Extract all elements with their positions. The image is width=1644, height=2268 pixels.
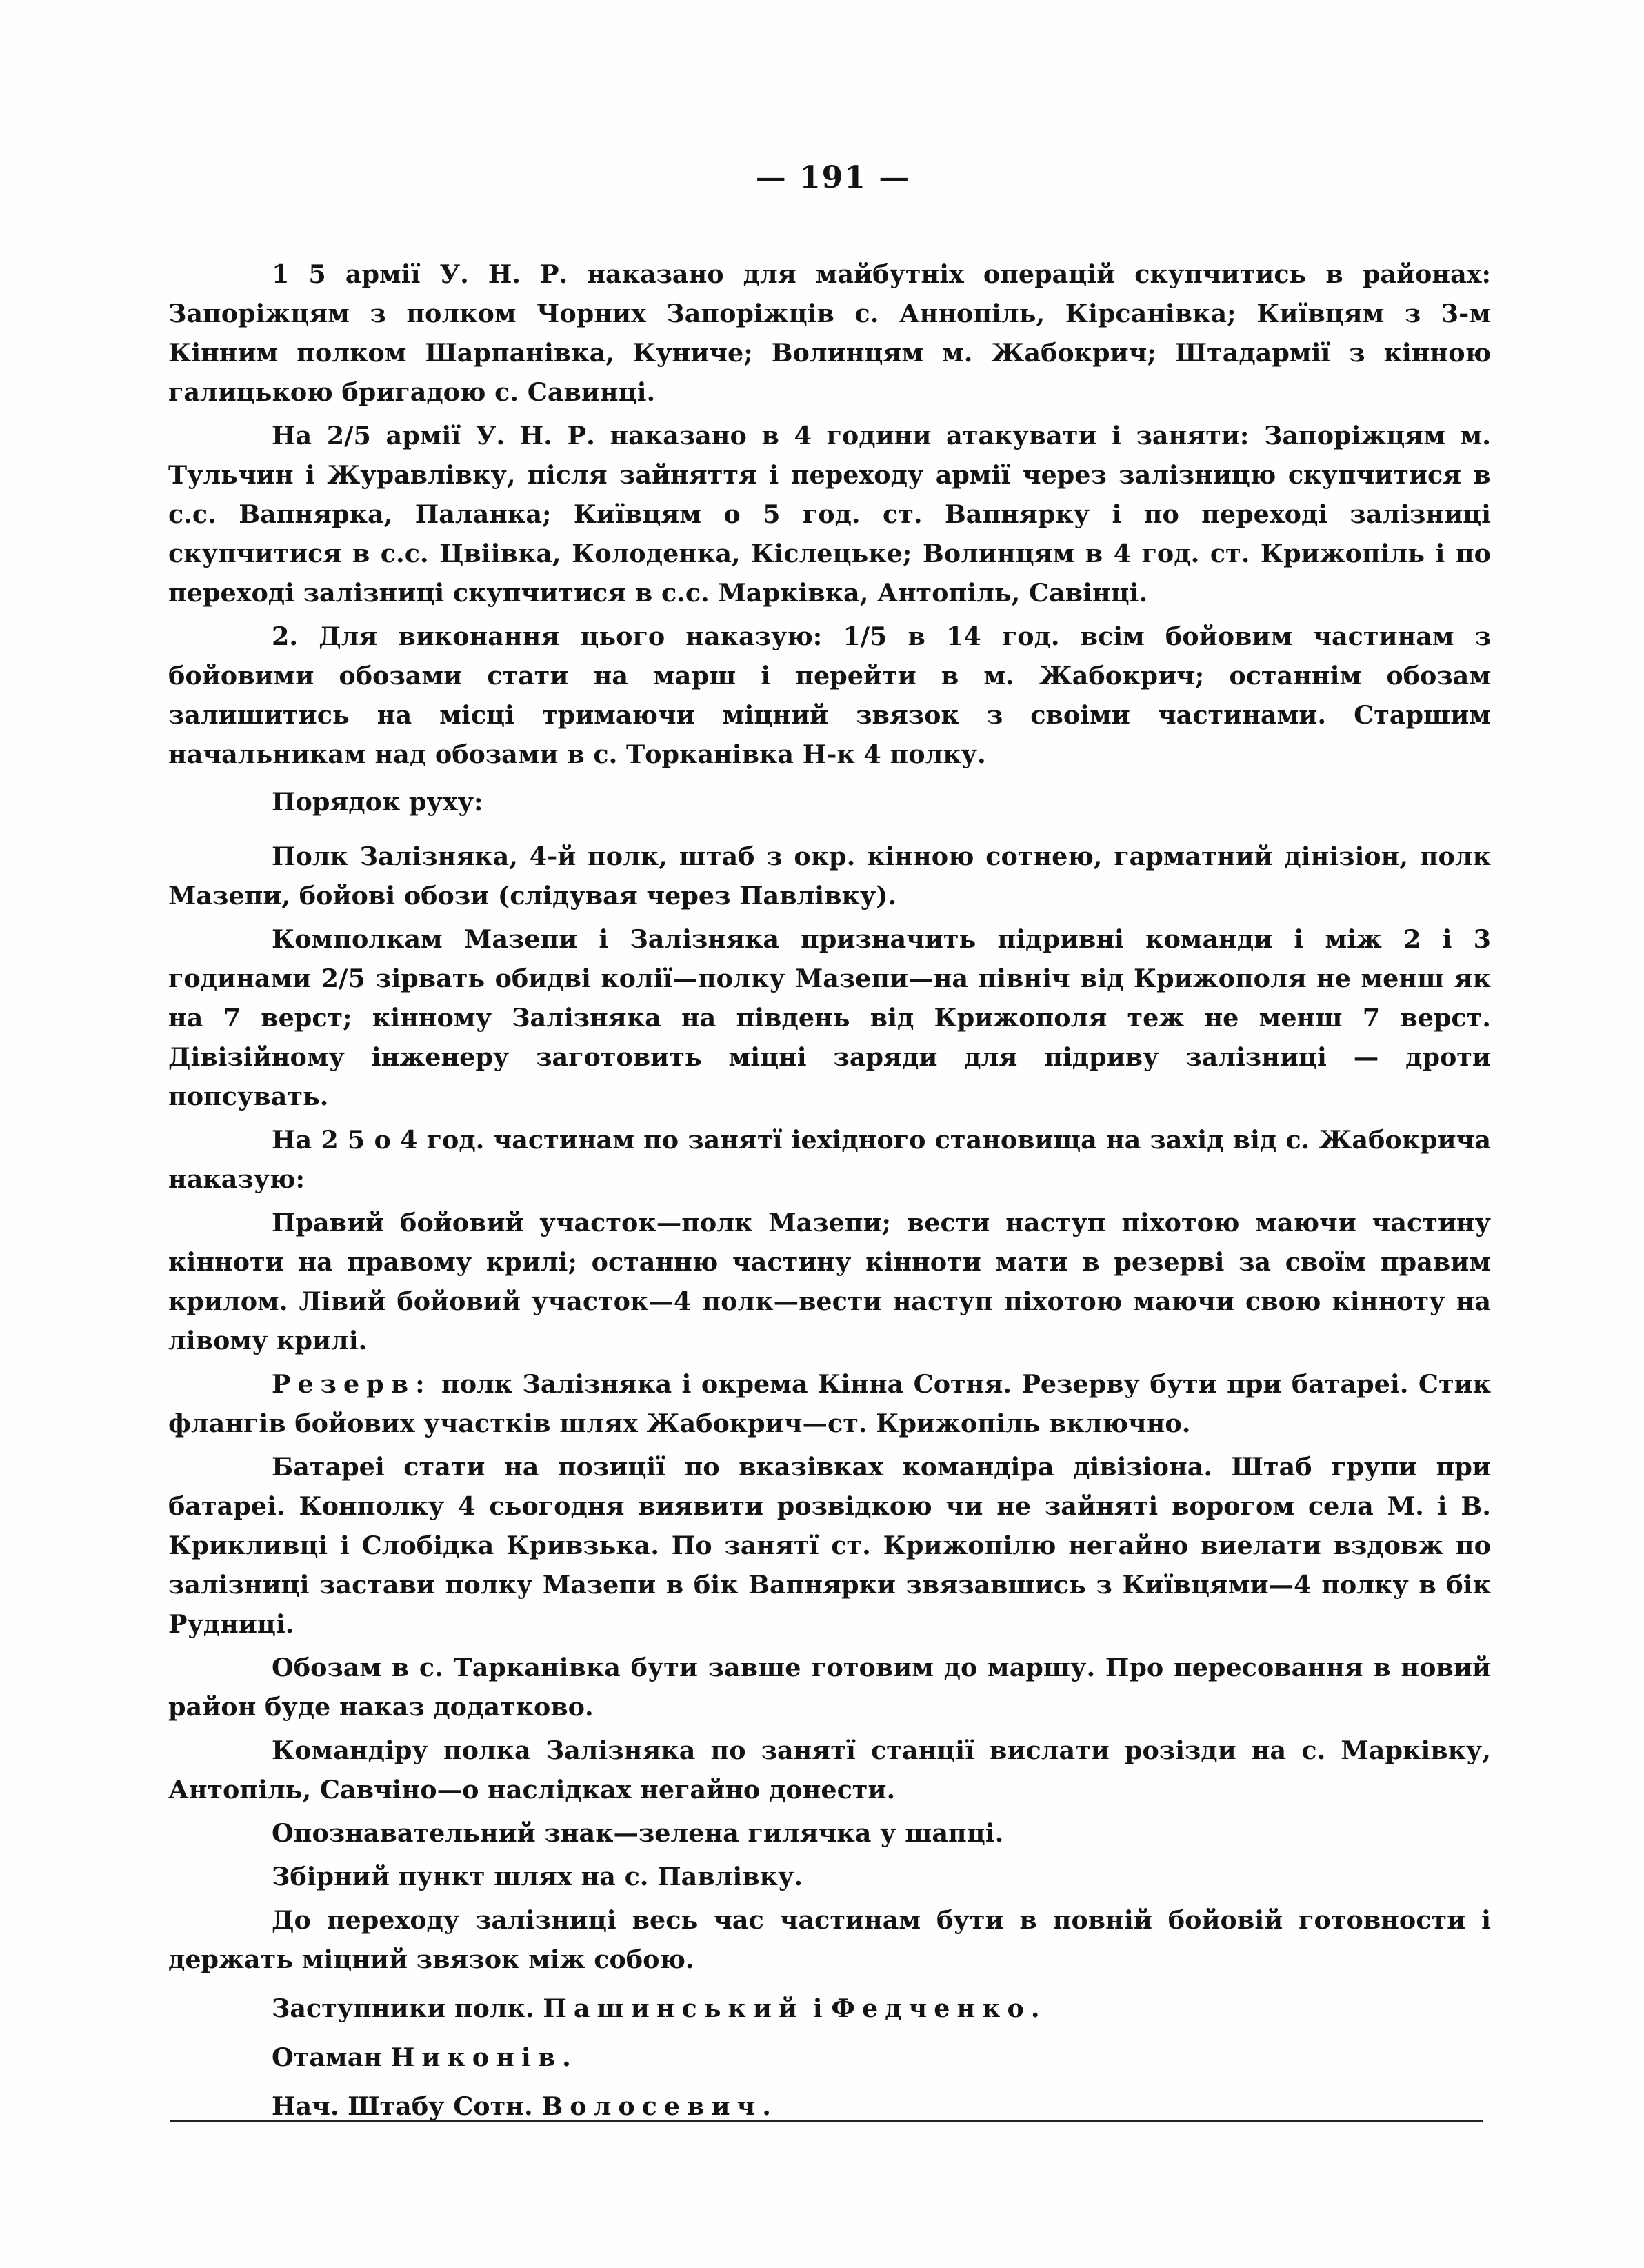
- paragraph: Командіру полка Залізняка по занятї станції вислати розізди на с. Марківку, Антопіль, Савчіно—о наслідках негайно донести.: [168, 1735, 1491, 1804]
- paragraph: Обозам в с. Тарканівка бути завше готовим до маршу. Про пересовання в новий район буде наказ додатково.: [168, 1653, 1491, 1722]
- signature-line-deputies: [168, 1989, 1491, 2028]
- paragraph: Батареі стати на позиції по вказівках командіра дівізіона. Штаб групи при батареі. Конполку 4 сьогодня виявити розвідкою чи не зайняті ворогом села М. і В. Крикливці і Слобідка Кривзька. По занятї ст. Крижопілю негайно виелати вздовж по залізниці застави полку Мазепи в бік Вапнярки звязавшись з Київцями—4 полку в бік Рудниці.: [168, 1452, 1491, 1639]
- paragraph: На 2 5 о 4 год. частинам по занятї іехідного становища на захід від с. Жабокрича наказую:: [168, 1125, 1491, 1194]
- signature-name: Пашинський: [543, 1993, 805, 2023]
- signature-suffix: .: [762, 2091, 771, 2121]
- signature-line-otaman: [168, 2038, 1491, 2077]
- paragraph: 1 5 армії У. Н. Р. наказано для майбутніх операцій скупчитись в районах: Запоріжцям з полком Чорних Запоріжців с. Аннопіль, Кірсанівка; Київцям з 3-м Кінним полком Шарпанівка, Куниче; Волинцям м. Жабокрич; Штадармії з кінною галицькою бригадою с. Савинці.: [168, 259, 1491, 407]
- signature-suffix: .: [562, 2042, 571, 2072]
- paragraph: Опознавательний знак—зелена гилячка у шапці.: [272, 1818, 1004, 1848]
- paragraph: Збірний пункт шлях на с. Павлівку.: [272, 1862, 803, 1891]
- paragraph: Полк Залізняка, 4-й полк, штаб з окр. кінною сотнею, гарматний дінізіон, полк Мазепи, бойові обози (слідувая через Павлівку).: [168, 842, 1491, 911]
- order-heading: Порядок руху:: [272, 787, 483, 817]
- paragraph: Правий бойовий участок—полк Мазепи; вести наступ піхотою маючи частину кінноти на правому крилі; останню частину кінноти мати в резерві за своїм правим крилом. Лівий бойовий участок—4 полк—вести наступ піхотою маючи свою кінноту на лівому крилі.: [168, 1208, 1491, 1355]
- reserve-paragraph: [168, 1364, 1491, 1443]
- paragraph: До переходу залізниці весь час частинам бути в повній бойовій готовности і держать міцний звязок між собою.: [168, 1905, 1491, 1974]
- signature-suffix: .: [1030, 1993, 1040, 2023]
- paragraph: На 2/5 армії У. Н. Р. наказано в 4 години атакувати і заняти: Запоріжцям м. Тульчин і Журавлівку, після зайняття і переходу армії через залізницю скупчитися в с.с. Вапнярка, Паланка; Київцям о 5 год. ст. Вапнярку і по переході залізниці скупчитися в с.с. Цвіівка, Колоденка, Кіслецьке; Волинцям в 4 год. ст. Крижопіль і по переході залізниці скупчитися в с.с. Марківка, Антопіль, Савінці.: [168, 421, 1491, 608]
- signature-name: Волосевич: [541, 2091, 763, 2121]
- page-number: — 191 —: [755, 160, 911, 195]
- paragraph: 2. Для виконання цього наказую: 1/5 в 14 год. всім бойовим частинам з бойовими обозами стати на марш і перейти в м. Жабокрич; останнім обозам залишитись на місці тримаючи міцний звязок з своіми частинами. Старшим начальникам над обозами в с. Торканівка Н-к 4 полку.: [168, 621, 1491, 769]
- document-body: [168, 255, 1491, 2126]
- footer-rule: [170, 2120, 1483, 2122]
- signature-prefix: Заступники полк.: [272, 1993, 543, 2023]
- signature-name: Федченко: [831, 1993, 1031, 2023]
- paragraph: Комполкам Мазепи і Залізняка призначить підривні команди і між 2 і 3 годинами 2/5 зірвать обидві колії—полку Мазепи—на північ від Крижополя не менш як на 7 верст; кінному Залізняка на південь від Крижополя теж не менш 7 верст. Дівізійному інженеру заготовить міцні заряди для підриву залізниці — дроти попсувать.: [168, 924, 1491, 1111]
- signature-prefix: Нач. Штабу Сотн.: [272, 2091, 542, 2121]
- signature-conjunction: і: [804, 1993, 832, 2023]
- signature-prefix: Отаман: [272, 2042, 391, 2072]
- signature-name: Никонів: [390, 2042, 563, 2072]
- reserve-text: полк Залізняка і окрема Кінна Сотня. Резерву бути при батареі. Стик флангів бойових участків шлях Жабокрич—ст. Крижопіль включно.: [168, 1369, 1491, 1438]
- reserve-label: Резерв:: [272, 1369, 432, 1399]
